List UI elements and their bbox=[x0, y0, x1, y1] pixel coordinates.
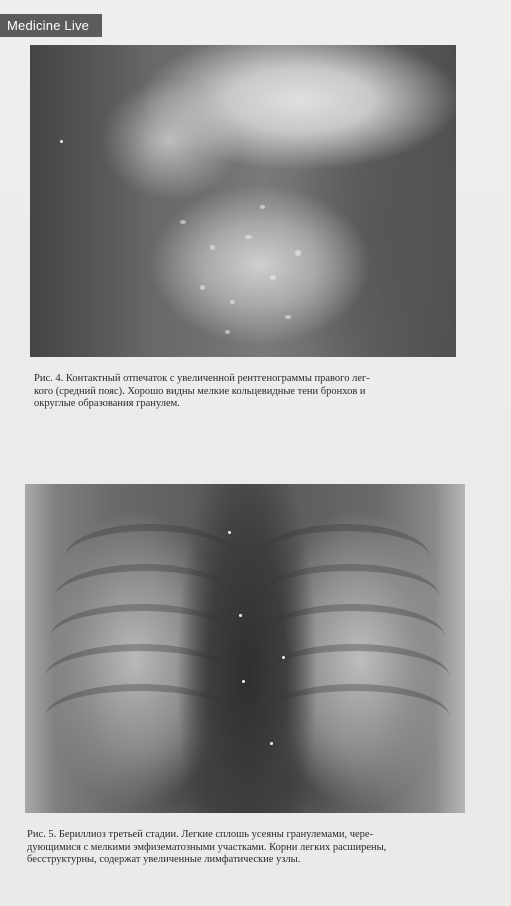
granuloma-speck bbox=[180, 220, 186, 224]
rib-shadow bbox=[45, 684, 235, 751]
watermark-logo: Medicine Live bbox=[0, 14, 102, 37]
granuloma-speck bbox=[200, 285, 205, 290]
figure-5-chest-xray-image bbox=[25, 484, 465, 813]
figure-4-caption bbox=[34, 373, 462, 411]
granuloma-speck bbox=[210, 245, 215, 250]
caption-line: бесструктурны, содержат увеличенные лимфатические узлы. bbox=[27, 854, 301, 865]
granuloma-speck bbox=[225, 330, 230, 334]
figure-5-caption bbox=[27, 829, 467, 867]
rib-shadow bbox=[260, 684, 450, 751]
granuloma-speck bbox=[295, 250, 301, 256]
granuloma-speck bbox=[230, 300, 235, 304]
granuloma-speck bbox=[60, 140, 63, 143]
film-dot bbox=[239, 614, 242, 617]
granuloma-speck bbox=[270, 275, 276, 280]
granuloma-speck bbox=[260, 205, 265, 209]
caption-line: дующимися с мелкими эмфизематозными участками. Корни легких расширены, bbox=[27, 841, 387, 853]
granuloma-speck bbox=[285, 315, 291, 319]
xray-shadow bbox=[30, 45, 150, 357]
caption-line: кого (средний пояс). Хорошо видны мелкие кольцевидные тени бронхов и bbox=[34, 385, 366, 397]
figure-4-xray-image bbox=[30, 45, 456, 357]
granuloma-speck bbox=[245, 235, 252, 239]
film-dot bbox=[242, 680, 245, 683]
film-dot bbox=[282, 656, 285, 659]
caption-line: Рис. 4. Контактный отпечаток с увеличенной рентгенограммы правого лег- bbox=[34, 373, 370, 384]
film-dot bbox=[228, 531, 231, 534]
caption-line: Рис. 5. Бериллиоз третьей стадии. Легкие сплошь усеяны гранулемами, чере- bbox=[27, 829, 374, 840]
film-dot bbox=[270, 742, 273, 745]
caption-line: округлые образования гранулем. bbox=[34, 398, 180, 409]
